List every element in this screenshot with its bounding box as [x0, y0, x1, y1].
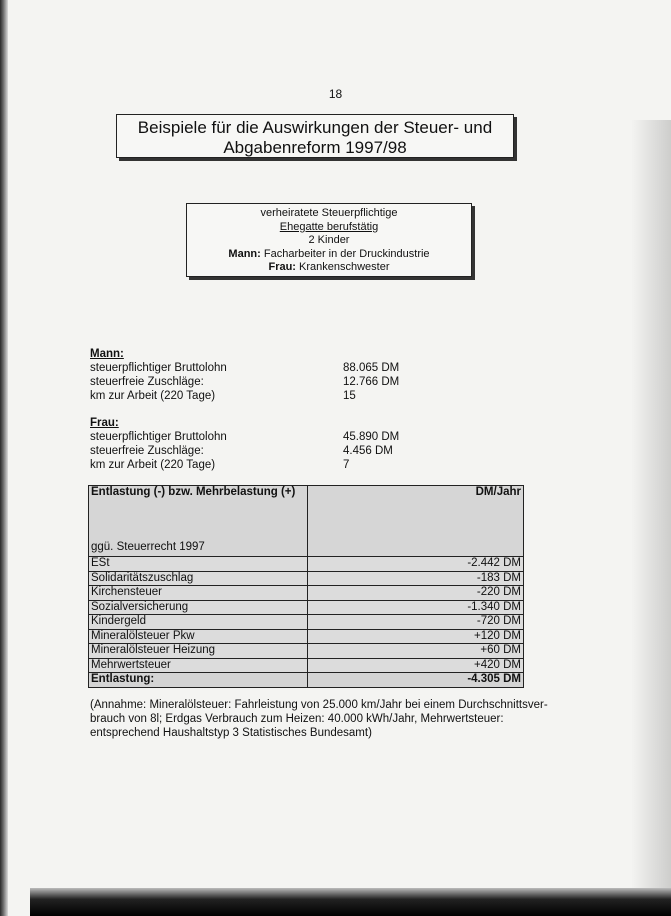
tax-effect-table: [88, 485, 524, 688]
note-line-2: brauch von 8l; Erdgas Verbrauch zum Heizen: 40.000 kWh/Jahr, Mehrwertsteuer:: [90, 713, 504, 725]
page-number: 18: [328, 87, 343, 101]
table-row-value: +120 DM: [308, 629, 524, 644]
table-row-label: Mineralölsteuer Pkw: [89, 629, 308, 644]
frau-row-value: 7: [343, 459, 350, 471]
frau-row: [90, 431, 420, 445]
mann-row-label: steuerfreie Zuschläge:: [90, 376, 204, 388]
mann-heading: Mann:: [90, 348, 124, 360]
info-line-5: [187, 261, 471, 275]
table-header-unit: DM/Jahr: [308, 486, 524, 557]
table-row-label: ESt: [89, 557, 308, 572]
table-header-label-cell: [89, 486, 308, 557]
frau-row: [90, 445, 420, 459]
info-line-4: [187, 248, 471, 262]
scan-edge-right: [631, 120, 671, 916]
table-row-label: Solidaritätszuschlag: [89, 571, 308, 586]
table-row-value: +60 DM: [308, 644, 524, 659]
table-row: [89, 571, 524, 586]
info-frau-text: Krankenschwester: [295, 261, 390, 273]
info-line-2: Ehegatte berufstätig: [279, 220, 379, 233]
mann-row-label: steuerpflichtiger Bruttolohn: [90, 362, 227, 374]
mann-row-value: 88.065 DM: [343, 362, 400, 374]
scan-edge-left: [0, 0, 8, 916]
table-header-label: Entlastung (-) bzw. Mehrbelastung (+): [91, 486, 296, 498]
table-row-label: Sozialversicherung: [89, 600, 308, 615]
table-row-value: -1.340 DM: [308, 600, 524, 615]
table-header-row: [89, 486, 524, 557]
table-row: [89, 644, 524, 659]
mann-row-label: km zur Arbeit (220 Tage): [90, 390, 216, 402]
mann-row: [90, 362, 420, 376]
table-row: [89, 557, 524, 572]
note-line-1: (Annahme: Mineralölsteuer: Fahrleistung von 25.000 km/Jahr bei einem Durchschnittsver-: [90, 699, 548, 711]
table-row: [89, 600, 524, 615]
table-header-subtitle: ggü. Steuerrecht 1997: [91, 541, 205, 553]
document-title: [116, 114, 514, 158]
table-row: [89, 658, 524, 673]
assumption-note: [90, 698, 570, 740]
info-line-1: verheiratete Steuerpflichtige: [260, 207, 398, 219]
info-line-3: 2 Kinder: [308, 234, 350, 246]
info-mann-text: Facharbeiter in der Druckindustrie: [260, 247, 430, 260]
table-row-label: Mineralölsteuer Heizung: [89, 644, 308, 659]
table-row-value: -220 DM: [308, 586, 524, 601]
table-total-value: -4.305 DM: [308, 673, 524, 688]
household-info-box: [186, 203, 472, 277]
note-line-3: entsprechend Haushaltstyp 3 Statistisches Bundesamt): [90, 727, 372, 739]
table-row-label: Kirchensteuer: [89, 586, 308, 601]
table-row: [89, 615, 524, 630]
table-row-value: -720 DM: [308, 615, 524, 630]
info-frau-label: Frau:: [268, 261, 296, 273]
mann-row: [90, 390, 420, 404]
frau-heading: Frau:: [90, 417, 119, 429]
frau-row: [90, 459, 420, 473]
frau-row-label: steuerfreie Zuschläge:: [90, 445, 204, 457]
table-row: [89, 586, 524, 601]
table-total-label: Entlastung:: [89, 673, 308, 688]
table-row-value: -183 DM: [308, 571, 524, 586]
frau-row-value: 45.890 DM: [343, 431, 400, 443]
table-row: [89, 629, 524, 644]
title-line-2: Abgabenreform 1997/98: [223, 138, 407, 157]
frau-row-value: 4.456 DM: [343, 445, 393, 457]
info-mann-label: Mann:: [228, 247, 261, 260]
mann-row-value: 15: [343, 390, 356, 402]
title-line-1: Beispiele für die Auswirkungen der Steuer- und: [137, 118, 493, 137]
table-total-row: [89, 673, 524, 688]
table-row-value: -2.442 DM: [308, 557, 524, 572]
table-row-label: Mehrwertsteuer: [89, 658, 308, 673]
mann-row-value: 12.766 DM: [343, 376, 400, 388]
mann-row: [90, 376, 420, 390]
table-row-value: +420 DM: [308, 658, 524, 673]
frau-row-label: km zur Arbeit (220 Tage): [90, 459, 216, 471]
scan-edge-bottom: [30, 888, 671, 916]
frau-row-label: steuerpflichtiger Bruttolohn: [90, 431, 227, 443]
table-row-label: Kindergeld: [89, 615, 308, 630]
